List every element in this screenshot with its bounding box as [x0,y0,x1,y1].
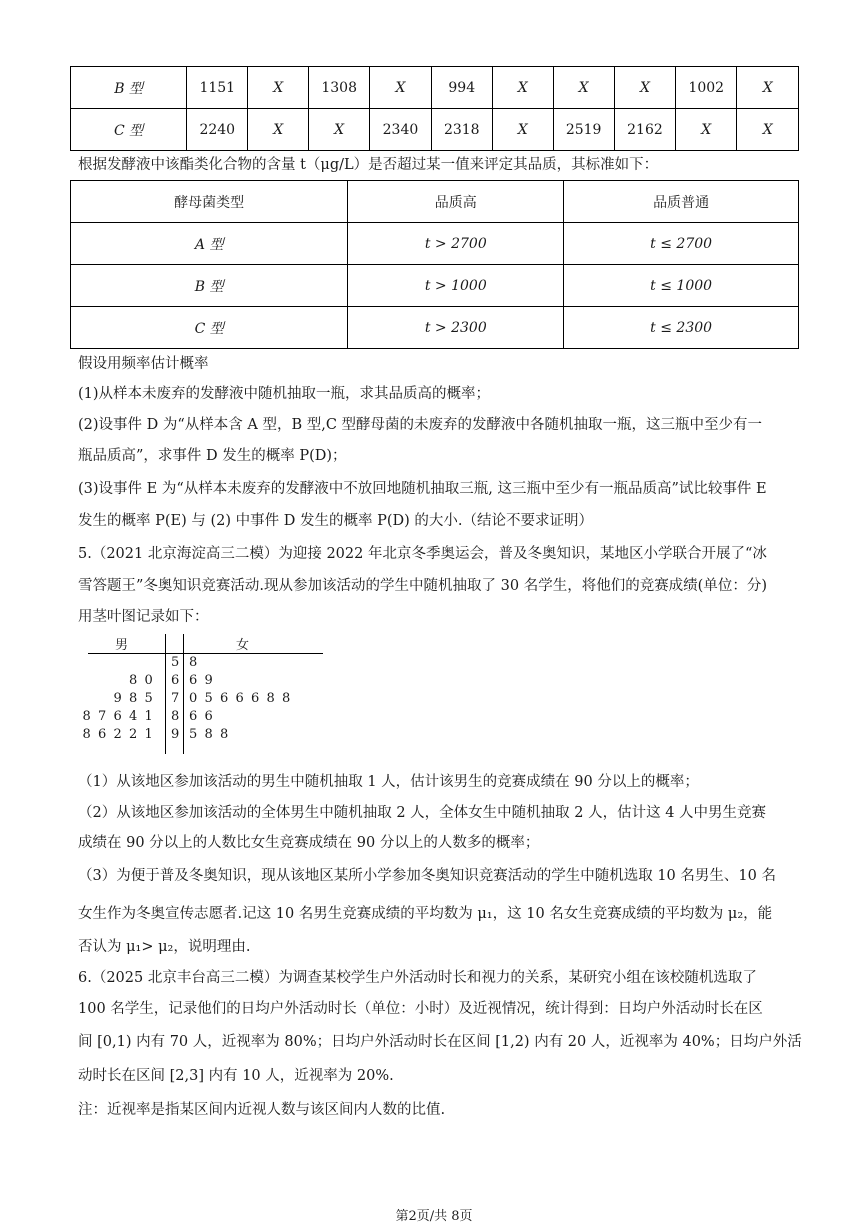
male-leaf: 8 [82,709,91,724]
q6-line4: 动时长在区间 [2,3] 内有 10 人，近视率为 20%. [78,1068,394,1084]
male-leaf: 8 [129,673,138,688]
standard-header-row [71,181,799,223]
stem: 9 [171,727,180,742]
sample-cell: 1002 [676,67,737,109]
row-label: B 型 [71,67,187,109]
q5-part3-line1: （3）为便于普及冬奥知识，现从该地区某所小学参加冬奥知识竞赛活动的学生中随机选取 10 名男生、10 名 [78,868,776,884]
male-leaf: 6 [98,727,107,742]
stemleaf-row [80,727,330,745]
standard-cell: t > 1000 [348,265,564,307]
female-leaf: 6 [220,691,229,706]
male-leaf: 9 [113,691,122,706]
standard-cell: t > 2300 [348,307,564,349]
q4-part1: (1)从样本未废弃的发酵液中随机抽取一瓶，求其品质高的概率； [78,386,491,402]
female-leaf: 8 [189,655,198,670]
q5-line1: 5.（2021 北京海淀高三二模）为迎接 2022 年北京冬季奥运会，普及冬奥知识，某地区小学联合开展了“冰 [78,546,767,562]
sample-cell: 2519 [553,109,614,151]
sample-cell: 2240 [187,109,248,151]
q4-part2-line1: (2)设事件 D 为“从样本含 A 型，B 型,C 型酵母菌的未废弃的发酵液中各随机抽取一瓶，这三瓶中至少有一 [78,417,763,433]
stem: 5 [171,655,180,670]
row-label: C 型 [71,109,187,151]
stemleaf-left-header: 男 [115,638,129,653]
sample-cell: 2340 [370,109,431,151]
q4-part3-line1: (3)设事件 E 为“从样本未废弃的发酵液中不放回地随机抽取三瓶, 这三瓶中至少有一瓶品质高”试比较事件 E [78,481,767,497]
male-leaf: 1 [144,727,153,742]
standard-header-cell: 酵母菌类型 [71,181,348,223]
sample-cell: X [676,109,737,151]
standard-intro: 根据发酵液中该酯类化合物的含量 t（μg/L）是否超过某一值来评定其品质，其标准如下： [78,157,659,173]
sample-cell: X [737,67,799,109]
stemleaf-right-header: 女 [236,638,250,653]
standard-header-cell: 品质普通 [564,181,799,223]
male-leaf: 0 [144,673,153,688]
standard-cell: A 型 [71,223,348,265]
female-leaf: 6 [251,691,260,706]
female-leaf: 6 [204,709,213,724]
sample-cell: X [737,109,799,151]
male-leaf: 8 [82,727,91,742]
male-leaf: 4 [129,709,138,724]
female-leaf: 6 [189,709,198,724]
q5-part2-line2: 成绩在 90 分以上的人数比女生竞赛成绩在 90 分以上的人数多的概率； [78,835,540,851]
quality-standard-table [70,180,799,349]
q6-note: 注：近视率是指某区间内近视人数与该区间内人数的比值. [78,1102,446,1118]
sample-table-row [71,109,799,151]
female-leaf: 8 [220,727,229,742]
q6-line3: 间 [0,1) 内有 70 人，近视率为 80%；日均户外活动时长在区间 [1,2) 内有 20 人，近视率为 40%；日均户外活 [78,1034,802,1050]
q6-line1: 6.（2025 北京丰台高三二模）为调查某校学生户外活动时长和视力的关系，某研究小组在该校随机选取了 [78,970,757,986]
standard-cell: B 型 [71,265,348,307]
male-leaf: 2 [129,727,138,742]
stem-leaf-plot [80,632,330,757]
q4-part3-line2: 发生的概率 P(E) 与 (2) 中事件 D 发生的概率 P(D) 的大小.（结论不要求证明） [78,513,593,529]
female-leaf: 6 [189,673,198,688]
sample-cell: X [553,67,614,109]
standard-row [71,265,799,307]
standard-cell: t ≤ 1000 [564,265,799,307]
stemleaf-row [80,673,330,691]
male-leaf: 7 [98,709,107,724]
sample-cell: X [492,109,553,151]
male-leaf: 8 [129,691,138,706]
sample-cell: X [248,67,309,109]
standard-cell: t > 2700 [348,223,564,265]
female-leaf: 5 [189,727,198,742]
sample-table-continued [70,66,799,151]
sample-cell: X [248,109,309,151]
standard-row [71,307,799,349]
standard-cell: C 型 [71,307,348,349]
q5-line3: 用茎叶图记录如下： [78,609,209,625]
male-leaf: 1 [144,709,153,724]
female-leaf: 8 [266,691,275,706]
standard-cell: t ≤ 2700 [564,223,799,265]
sample-cell: X [370,67,431,109]
q6-line2: 100 名学生，记录他们的日均户外活动时长（单位：小时）及近视情况，统计得到：日均户外活动时长在区 [78,1001,763,1017]
stemleaf-row [80,691,330,709]
stemleaf-header-rule [88,653,323,654]
q4-assumption: 假设用频率估计概率 [78,356,209,372]
standard-cell: t ≤ 2300 [564,307,799,349]
stemleaf-row [80,655,330,673]
sample-cell: X [492,67,553,109]
female-leaf: 6 [235,691,244,706]
male-leaf: 5 [144,691,153,706]
female-leaf: 0 [189,691,198,706]
female-leaf: 9 [204,673,213,688]
sample-cell: 1151 [187,67,248,109]
sample-cell: 1308 [309,67,370,109]
sample-cell: 2318 [431,109,492,151]
standard-header-cell: 品质高 [348,181,564,223]
male-leaf: 6 [113,709,122,724]
sample-cell: 994 [431,67,492,109]
stem: 7 [171,691,180,706]
stemleaf-row [80,709,330,727]
sample-cell: X [309,109,370,151]
q5-line2: 雪答题王”冬奥知识竞赛活动.现从参加该活动的学生中随机抽取了 30 名学生，将他们的竞赛成绩(单位：分) [78,578,768,594]
female-leaf: 5 [204,691,213,706]
sample-table-row [71,67,799,109]
stem: 6 [171,673,180,688]
sample-cell: X [614,67,675,109]
stem: 8 [171,709,180,724]
q4-part2-line2: 瓶品质高”，求事件 D 发生的概率 P(D)； [78,448,347,464]
standard-row [71,223,799,265]
q5-part3-line3: 否认为 μ₁> μ₂，说明理由. [78,939,251,955]
sample-cell: 2162 [614,109,675,151]
q5-part2-line1: （2）从该地区参加该活动的全体男生中随机抽取 2 人，全体女生中随机抽取 2 人，估计这 4 人中男生竞赛 [78,805,767,821]
female-leaf: 8 [204,727,213,742]
q5-part1: （1）从该地区参加该活动的男生中随机抽取 1 人，估计该男生的竞赛成绩在 90 分以上的概率； [78,774,699,790]
q5-part3-line2: 女生作为冬奥宣传志愿者.记这 10 名男生竞赛成绩的平均数为 μ₁，这 10 名女生竞赛成绩的平均数为 μ₂，能 [78,906,773,922]
male-leaf: 2 [113,727,122,742]
female-leaf: 8 [282,691,291,706]
page-footer: 第2页/共 8页 [395,1209,473,1224]
